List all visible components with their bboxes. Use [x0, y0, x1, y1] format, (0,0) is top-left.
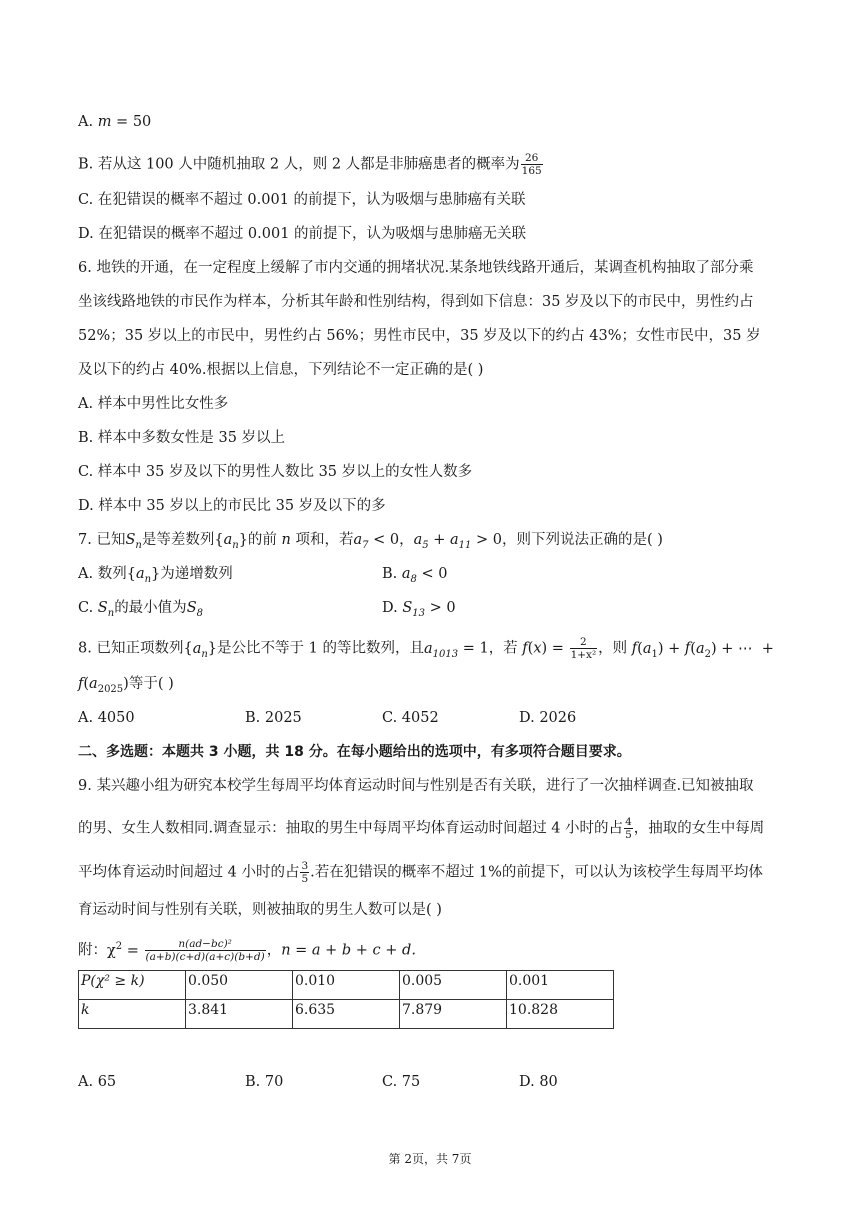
- q8-option-c: C. 4052: [382, 710, 439, 726]
- q6-stem-line2: 坐该线路地铁的市民作为样本，分析其年龄和性别结构，得到如下信息：35 岁及以下的市民中，男性约占: [78, 294, 754, 310]
- section-heading: 二、多选题：本题共 3 小题，共 18 分。在每小题给出的选项中，有多项符合题目要求。: [78, 744, 631, 760]
- q9-option-c: C. 75: [382, 1074, 421, 1090]
- q5-option-b: B. 若从这 100 人中随机抽取 2 人，则 2 人都是非肺癌患者的概率为 $\frac{26}{165}$: [78, 152, 542, 177]
- fraction: $\frac{26}{165}$: [521, 152, 542, 177]
- table-cell: 0.010: [293, 971, 400, 1000]
- table-cell: k: [79, 1000, 186, 1029]
- table-cell: 7.879: [400, 1000, 507, 1029]
- fraction: $\frac{4}{5}$: [625, 816, 632, 841]
- table-row: [79, 1000, 614, 1029]
- q7-stem: 7. 已知$S_n$是等差数列$\{a_n\}$的前 n 项和，若$a_7 < 0$，$a_5 + a_{11} > 0$，则下列说法正确的是( ): [78, 532, 663, 551]
- q6-stem-line4: 及以下的约占 40%.根据以上信息，下列结论不一定正确的是( ): [78, 362, 484, 378]
- page-footer: 第 2页，共 7页: [388, 1152, 472, 1166]
- q7-option-b: B. $a_8 < 0$: [382, 566, 448, 585]
- q6-option-a: A. 样本中男性比女性多: [78, 396, 229, 412]
- q8-option-a: A. 4050: [78, 710, 135, 726]
- q7-option-c: C. $S_n$的最小值为$S_8$: [78, 600, 203, 619]
- q9-option-d: D. 80: [519, 1074, 558, 1090]
- q5-option-d: D. 在犯错误的概率不超过 0.001 的前提下，认为吸烟与患肺癌无关联: [78, 226, 527, 242]
- table-cell: P(χ² ≥ k): [79, 971, 186, 1000]
- table-cell: 0.050: [186, 971, 293, 1000]
- q6-stem-line3: 52%；35 岁以上的市民中，男性约占 56%；男性市民中，35 岁及以下的约占 43%；女性市民中，35 岁: [78, 328, 761, 344]
- fraction: $\frac{2}{\text{1+x²}}$: [570, 636, 597, 661]
- q9-stem-line2: 的男、女生人数相同.调查显示：抽取的男生中每周平均体育运动时间超过 4 小时的占 $\frac{4}{5}$ ，抽取的女生中每周: [78, 816, 765, 841]
- q8-stem-line1: 8. 已知正项数列$\{a_n\}$是公比不等于 1 的等比数列，且$a_{1013} = 1$，若 f(x) = $\frac{2}{\text{1+x²}}$ ，则 $f(a_1) + f(a_2)$ + ⋯ +: [78, 636, 774, 661]
- table-row: [79, 971, 614, 1000]
- q7-option-a: A. 数列$\{a_n\}$为递增数列: [78, 566, 233, 585]
- table-cell: 6.635: [293, 1000, 400, 1029]
- table-cell: 0.005: [400, 971, 507, 1000]
- q5-option-a: A. m = 50: [78, 114, 152, 130]
- q7-option-d: D. $S_{13} > 0$: [382, 600, 456, 619]
- table-cell: 0.001: [507, 971, 614, 1000]
- q6-option-d: D. 样本中 35 岁以上的市民比 35 岁及以下的多: [78, 498, 386, 514]
- chi-square-table: [78, 970, 614, 1029]
- q9-option-b: B. 70: [245, 1074, 284, 1090]
- q9-stem-line3: 平均体育运动时间超过 4 小时的占 $\frac{3}{5}$ .若在犯错误的概率不超过 1%的前提下，可以认为该校学生每周平均体: [78, 860, 763, 885]
- q8-option-d: D. 2026: [519, 710, 577, 726]
- table-cell: 10.828: [507, 1000, 614, 1029]
- chi-square-fraction: $\frac{\text{n(ad−bc)²}}{(a+b)(c+d)(a+c)(b+d)}$: [145, 938, 265, 963]
- q6-stem-line1: 6. 地铁的开通，在一定程度上缓解了市内交通的拥堵状况.某条地铁线路开通后，某调查机构抽取了部分乘: [78, 260, 754, 276]
- table-cell: 3.841: [186, 1000, 293, 1029]
- q8-option-b: B. 2025: [245, 710, 302, 726]
- q8-stem-line2: $f(a_{2025})$等于( ): [78, 676, 174, 695]
- q9-stem-line1: 9. 某兴趣小组为研究本校学生每周平均体育运动时间与性别是否有关联，进行了一次抽样调查.已知被抽取: [78, 778, 754, 794]
- fraction: $\frac{3}{5}$: [301, 860, 309, 885]
- q9-formula-note: 附：$\chi^2$ = $\frac{\text{n(ad−bc)²}}{(a+b)(c+d)(a+c)(b+d)}$ ，n = a + b + c + d.: [78, 938, 416, 963]
- q9-option-a: A. 65: [78, 1074, 117, 1090]
- q6-option-b: B. 样本中多数女性是 35 岁以上: [78, 430, 286, 446]
- q6-option-c: C. 样本中 35 岁及以下的男性人数比 35 岁以上的女性人数多: [78, 464, 473, 480]
- q9-stem-line4: 育运动时间与性别有关联，则被抽取的男生人数可以是( ): [78, 902, 442, 918]
- q5-option-c: C. 在犯错误的概率不超过 0.001 的前提下，认为吸烟与患肺癌有关联: [78, 192, 526, 208]
